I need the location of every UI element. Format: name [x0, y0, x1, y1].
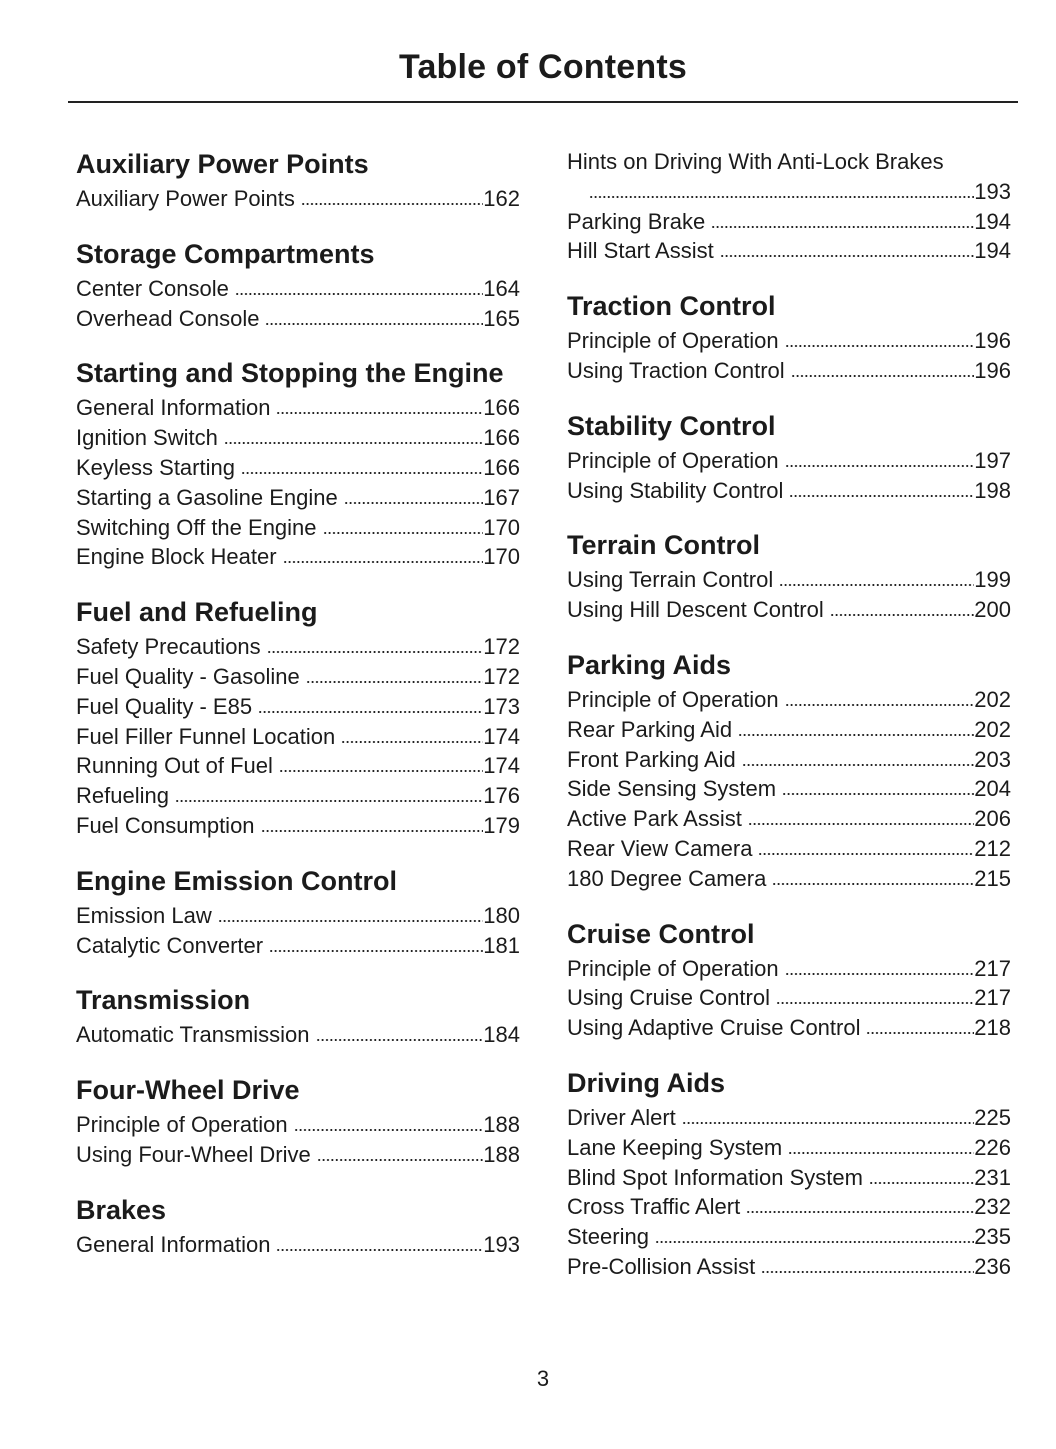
toc-entry[interactable]	[76, 781, 520, 811]
dot-leader	[785, 697, 975, 707]
section-heading: Storage Compartments	[76, 238, 375, 269]
dot-leader	[791, 368, 975, 378]
section-heading: Engine Emission Control	[76, 865, 398, 896]
dot-leader	[776, 995, 974, 1005]
entry-label: Principle of Operation	[567, 447, 779, 473]
dot-leader	[746, 1204, 974, 1214]
toc-entry[interactable]	[76, 393, 520, 423]
toc-section	[76, 151, 520, 214]
entry-page-number: 184	[483, 1022, 520, 1048]
entry-page-number: 202	[974, 716, 1011, 742]
toc-left-column	[76, 151, 520, 1260]
entry-page-number: 167	[483, 484, 520, 510]
toc-entry[interactable]	[76, 662, 520, 692]
dot-leader	[788, 1145, 974, 1155]
section-heading: Parking Aids	[567, 649, 732, 680]
toc-entry[interactable]	[567, 565, 1011, 595]
toc-entry[interactable]	[567, 236, 1011, 266]
entry-label: Steering	[567, 1224, 649, 1250]
dot-leader	[682, 1115, 974, 1125]
entry-label: Ignition Switch	[76, 425, 218, 451]
dot-leader	[772, 876, 974, 886]
toc-entry[interactable]	[76, 1140, 520, 1170]
entry-page-number: 202	[974, 686, 1011, 712]
entry-label: Automatic Transmission	[76, 1022, 310, 1048]
entry-page-number: 197	[974, 447, 1011, 473]
toc-section	[76, 987, 520, 1050]
entry-page-number: 198	[974, 477, 1011, 503]
dot-leader	[748, 816, 974, 826]
entry-page-number: 162	[483, 186, 520, 211]
dot-leader	[316, 1032, 484, 1042]
dot-leader	[779, 577, 974, 587]
dot-leader	[261, 823, 484, 833]
toc-entry[interactable]	[76, 513, 520, 543]
toc-entry[interactable]	[567, 356, 1011, 386]
entry-page-number: 193	[483, 1231, 520, 1257]
entry-page-number: 196	[974, 357, 1011, 383]
dot-leader	[789, 488, 974, 498]
entry-label: Front Parking Aid	[567, 746, 736, 772]
entry-page-number: 217	[974, 985, 1011, 1011]
entry-page-number: 225	[974, 1104, 1011, 1130]
entry-label: Hints on Driving With Anti-Lock Brakes	[567, 149, 944, 174]
page-number: 3	[536, 1366, 550, 1391]
entry-page-number: 215	[974, 865, 1011, 891]
toc-entry[interactable]	[76, 811, 520, 841]
dot-leader	[720, 248, 975, 258]
dot-leader	[294, 1122, 484, 1132]
section-heading: Driving Aids	[567, 1067, 726, 1098]
entry-label: Using Cruise Control	[567, 985, 770, 1011]
toc-entry[interactable]	[76, 632, 520, 662]
toc-entry[interactable]	[76, 901, 520, 931]
toc-entry[interactable]	[76, 483, 520, 513]
section-heading: Transmission	[76, 985, 251, 1016]
dot-leader	[323, 525, 484, 535]
title-divider	[68, 101, 1018, 103]
dot-leader	[655, 1234, 974, 1244]
entry-label: Fuel Filler Funnel Location	[76, 723, 336, 749]
entry-page-number: 176	[483, 783, 520, 809]
dot-leader	[758, 846, 974, 856]
entry-page-number: 193	[974, 178, 1011, 204]
entry-label: Fuel Quality - Gasoline	[76, 663, 300, 689]
dot-leader	[175, 793, 483, 803]
entry-label: Engine Block Heater	[76, 544, 277, 570]
entry-label: Using Stability Control	[567, 477, 784, 503]
entry-label: Active Park Assist	[567, 806, 742, 832]
toc-right-column	[567, 147, 1011, 1282]
toc-entry[interactable]	[567, 1163, 1011, 1193]
entry-label: Fuel Quality - E85	[76, 693, 253, 719]
toc-entry[interactable]	[567, 864, 1011, 894]
entry-label: Emission Law	[76, 902, 212, 928]
entry-label: Driver Alert	[567, 1104, 676, 1130]
section-heading: Stability Control	[567, 410, 776, 441]
toc-entry[interactable]	[76, 751, 520, 781]
dot-leader	[711, 219, 974, 229]
page-title: Table of Contents	[399, 48, 687, 86]
toc-entry[interactable]	[567, 983, 1011, 1013]
toc-entry[interactable]	[567, 326, 1011, 356]
entry-label: Safety Precautions	[76, 634, 261, 660]
entry-page-number: 173	[483, 693, 520, 719]
entry-page-number: 172	[483, 634, 520, 660]
entry-page-number: 166	[483, 454, 520, 480]
entry-label: Blind Spot Information System	[567, 1164, 863, 1190]
toc-entry[interactable]	[567, 804, 1011, 834]
entry-label: General Information	[76, 1231, 271, 1257]
entry-label: Hill Start Assist	[567, 238, 714, 264]
entry-label: Overhead Console	[76, 305, 260, 331]
section-heading: Traction Control	[567, 291, 776, 322]
section-heading: Terrain Control	[567, 530, 761, 561]
entry-label: Using Traction Control	[567, 357, 785, 383]
entry-page-number: 174	[483, 723, 520, 749]
entry-page-number: 200	[974, 597, 1011, 623]
entry-page-number: 166	[483, 395, 520, 421]
toc-entry[interactable]	[567, 1222, 1011, 1252]
toc-entry[interactable]	[567, 476, 1011, 506]
dot-leader	[265, 316, 483, 326]
dot-leader	[276, 405, 483, 415]
entry-page-number: 181	[483, 932, 520, 958]
dot-leader	[785, 338, 975, 348]
entry-label: 180 Degree Camera	[567, 865, 767, 891]
dot-leader	[235, 286, 483, 296]
toc-section	[76, 1077, 520, 1170]
entry-page-number: 212	[974, 835, 1011, 861]
entry-page-number: 218	[974, 1015, 1011, 1041]
entry-page-number: 217	[974, 955, 1011, 981]
toc-entry[interactable]	[567, 1133, 1011, 1163]
section-heading: Fuel and Refueling	[76, 597, 318, 628]
dot-leader	[301, 196, 483, 206]
entry-page-number: 236	[974, 1253, 1011, 1279]
toc-entry[interactable]	[567, 685, 1011, 715]
entry-label-line	[567, 147, 1011, 177]
entry-label: Fuel Consumption	[76, 812, 255, 838]
entry-label: Running Out of Fuel	[76, 753, 273, 779]
dot-leader	[276, 1242, 483, 1252]
entry-label: Rear View Camera	[567, 835, 753, 861]
entry-label: Using Adaptive Cruise Control	[567, 1015, 861, 1041]
toc-entry[interactable]	[567, 715, 1011, 745]
dot-leader	[344, 495, 484, 505]
toc-section	[76, 599, 520, 841]
toc-entry[interactable]	[76, 423, 520, 453]
dot-leader	[785, 966, 975, 976]
dot-leader	[866, 1025, 974, 1035]
entry-label: Principle of Operation	[76, 1112, 288, 1138]
toc-section	[567, 649, 1011, 894]
dot-leader	[267, 644, 484, 654]
toc-entry[interactable]	[567, 1252, 1011, 1282]
dot-leader	[738, 727, 974, 737]
toc-entry[interactable]	[567, 1103, 1011, 1133]
section-heading: Auxiliary Power Points	[76, 149, 369, 179]
entry-label: General Information	[76, 395, 271, 421]
entry-label: Using Hill Descent Control	[567, 597, 824, 623]
entry-label: Principle of Operation	[567, 328, 779, 354]
entry-page-number: 235	[974, 1224, 1011, 1250]
entry-label: Auxiliary Power Points	[76, 186, 295, 211]
entry-page-number: 188	[483, 1112, 520, 1138]
entry-page-number: 204	[974, 776, 1011, 802]
toc-entry[interactable]	[76, 304, 520, 334]
toc-entry[interactable]	[76, 184, 520, 214]
toc-entry[interactable]	[76, 1230, 520, 1260]
entry-label: Starting a Gasoline Engine	[76, 484, 338, 510]
dot-leader	[869, 1175, 974, 1185]
toc-entry[interactable]	[76, 692, 520, 722]
dot-leader	[241, 465, 483, 475]
entry-page-number: 170	[483, 514, 520, 540]
entry-leader-line	[567, 177, 1011, 207]
toc-entry[interactable]	[76, 1110, 520, 1140]
entry-label: Side Sensing System	[567, 776, 777, 802]
toc-entry[interactable]	[76, 931, 520, 961]
entry-page-number: 196	[974, 328, 1011, 354]
dot-leader	[258, 704, 483, 714]
section-heading: Four-Wheel Drive	[76, 1075, 300, 1106]
entry-page-number: 232	[974, 1194, 1011, 1220]
dot-leader	[742, 757, 975, 767]
entry-page-number: 206	[974, 806, 1011, 832]
toc-entry[interactable]	[76, 1020, 520, 1050]
toc-section	[76, 238, 520, 334]
entry-page-number: 172	[483, 663, 520, 689]
toc-section	[76, 1194, 520, 1260]
toc-entry[interactable]	[76, 453, 520, 483]
toc-section	[567, 532, 1011, 625]
toc-section	[567, 410, 1011, 506]
dot-leader	[317, 1152, 484, 1162]
toc-entry[interactable]	[567, 1192, 1011, 1222]
dot-leader	[785, 458, 975, 468]
entry-label: Catalytic Converter	[76, 932, 264, 958]
entry-page-number: 226	[974, 1134, 1011, 1160]
dot-leader	[218, 913, 484, 923]
entry-label: Switching Off the Engine	[76, 514, 317, 540]
dot-leader	[761, 1264, 974, 1274]
entry-page-number: 174	[483, 753, 520, 779]
toc-entry[interactable]	[567, 745, 1011, 775]
entry-label: Center Console	[76, 275, 229, 301]
dot-leader	[341, 734, 483, 744]
entry-label: Lane Keeping System	[567, 1134, 783, 1160]
entry-label: Using Terrain Control	[567, 567, 774, 593]
entry-label: Principle of Operation	[567, 686, 779, 712]
toc-entry[interactable]	[76, 274, 520, 304]
entry-label: Cross Traffic Alert	[567, 1194, 741, 1220]
entry-label: Rear Parking Aid	[567, 716, 733, 742]
dot-leader	[283, 554, 484, 564]
dot-leader	[279, 763, 483, 773]
toc-section	[76, 865, 520, 961]
entry-page-number: 188	[483, 1141, 520, 1167]
entry-page-number: 165	[483, 305, 520, 331]
toc-section	[567, 918, 1011, 1043]
entry-page-number: 166	[483, 425, 520, 451]
dot-leader	[306, 674, 484, 684]
dot-leader	[589, 189, 974, 199]
toc-section	[567, 293, 1011, 386]
dot-leader	[224, 435, 483, 445]
entry-page-number: 180	[483, 902, 520, 928]
entry-page-number: 231	[974, 1164, 1011, 1190]
entry-page-number: 164	[483, 275, 520, 301]
toc-section	[76, 360, 520, 572]
section-heading: Brakes	[76, 1194, 167, 1225]
dot-leader	[269, 943, 483, 953]
entry-label: Keyless Starting	[76, 454, 235, 480]
dot-leader	[782, 786, 974, 796]
entry-page-number: 199	[974, 567, 1011, 593]
toc-entry[interactable]	[567, 1013, 1011, 1043]
entry-label: Refueling	[76, 783, 169, 809]
toc-entry[interactable]	[76, 542, 520, 572]
entry-page-number: 194	[974, 208, 1011, 234]
entry-page-number: 203	[974, 746, 1011, 772]
toc-entry[interactable]	[567, 595, 1011, 625]
toc-entry[interactable]	[76, 722, 520, 752]
entry-label: Principle of Operation	[567, 955, 779, 981]
toc-entry[interactable]	[567, 954, 1011, 984]
entry-label: Using Four-Wheel Drive	[76, 1141, 311, 1167]
section-heading: Cruise Control	[567, 918, 755, 949]
dot-leader	[830, 607, 975, 617]
toc-entry[interactable]	[567, 774, 1011, 804]
toc-entry[interactable]	[567, 834, 1011, 864]
toc-section	[567, 147, 1011, 266]
toc-section	[567, 1067, 1011, 1282]
entry-label: Pre-Collision Assist	[567, 1253, 756, 1279]
entry-label: Parking Brake	[567, 208, 706, 234]
toc-entry[interactable]	[567, 147, 1011, 207]
entry-page-number: 170	[483, 544, 520, 570]
entry-page-number: 194	[974, 238, 1011, 264]
toc-entry[interactable]	[567, 446, 1011, 476]
toc-entry[interactable]	[567, 207, 1011, 237]
entry-page-number: 179	[483, 812, 520, 838]
section-heading: Starting and Stopping the Engine	[76, 358, 504, 389]
